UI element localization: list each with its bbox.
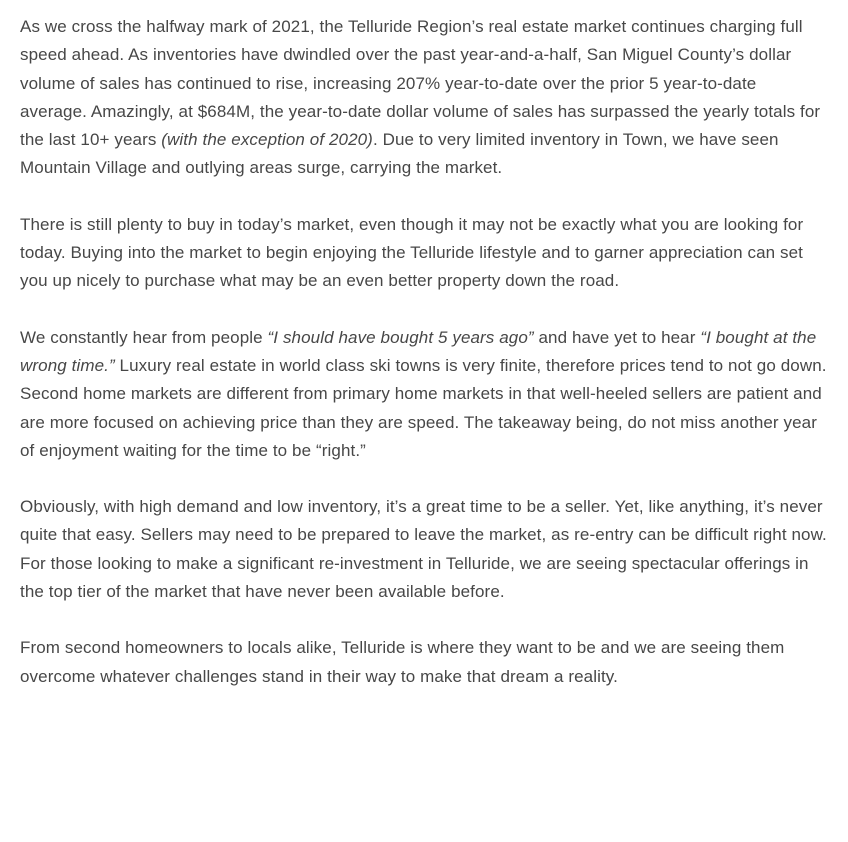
text-segment: Luxury real estate in world class ski towns is very finite, therefore prices tend to not go down. Second home markets are different from primary home markets in that well-heeled sellers are patient and are more focused on achieving price than they are speed. The takeaway being, do not miss another year of enjoyment waiting for the time to be “right.” — [20, 355, 827, 460]
text-segment-italic: “I should have bought 5 years ago” — [267, 327, 534, 347]
text-segment-italic: (with the exception of 2020) — [161, 130, 373, 150]
text-segment: and have yet to hear — [533, 327, 701, 347]
paragraph-4 — [20, 493, 828, 606]
text-segment: Obviously, with high demand and low inventory, it’s a great time to be a seller. Yet, like anything, it’s never quite that easy. Sellers may need to be prepared to leave the market, as re-entry can be difficult right now. For those looking to make a significant re-investment in Telluride, we are seeing spectacular offerings in the top tier of the market that have never been available before. — [20, 497, 827, 602]
text-segment: We constantly hear from people — [20, 327, 268, 347]
paragraph-2 — [20, 211, 828, 296]
text-segment: As we cross the halfway mark of 2021, the Telluride Region’s real estate market continues charging full speed ahead. As inventories have dwindled over the past year-and-a-half, San Miguel County’s dollar volume of sales has continued to rise, increasing 207% year-to-date over the prior 5 year-to-date average. Amazingly, at $684M, the year-to-date dollar volume of sales has surpassed the yearly totals for the last 10+ years — [20, 17, 821, 150]
text-segment: There is still plenty to buy in today’s market, even though it may not be exactly what you are looking for today. Buying into the market to begin enjoying the Telluride lifestyle and to garner appreciation can set you up nicely to purchase what may be an even better property down the road. — [20, 214, 804, 291]
paragraph-5 — [20, 634, 828, 691]
text-segment: . Due to very limited inventory in Town, we have seen Mountain Village and outlying areas surge, carrying the market. — [20, 130, 779, 178]
paragraph-1 — [20, 13, 828, 183]
text-segment: From second homeowners to locals alike, Telluride is where they want to be and we are seeing them overcome whatever challenges stand in their way to make that dream a reality. — [20, 638, 785, 686]
paragraph-3 — [20, 324, 828, 465]
text-segment-italic: “I bought at the wrong time.” — [20, 327, 817, 375]
